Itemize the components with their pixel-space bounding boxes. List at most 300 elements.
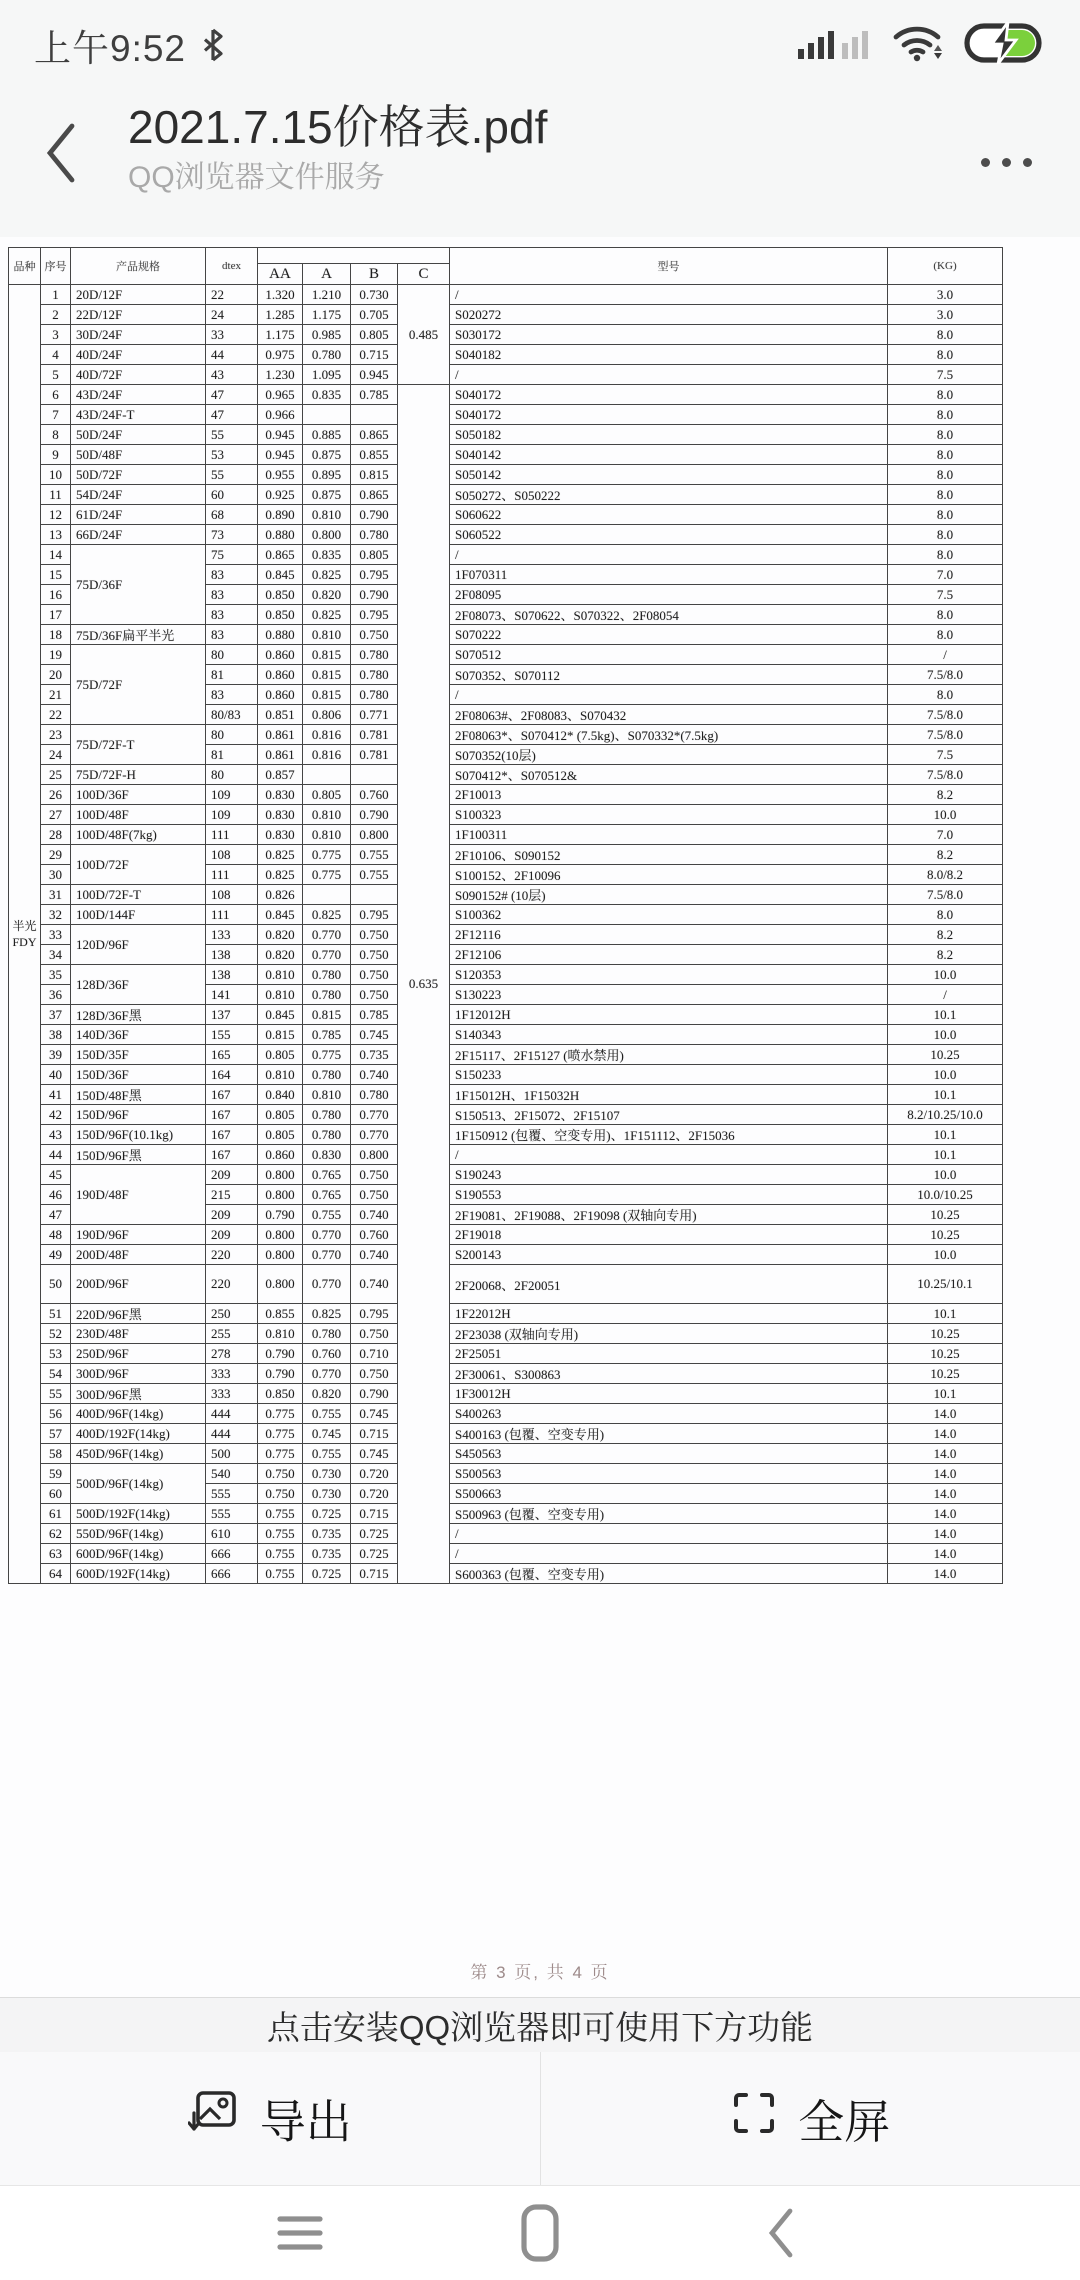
table-cell: 8	[41, 425, 71, 445]
table-cell: 0.880	[258, 625, 303, 645]
table-cell: 7.5/8.0	[888, 885, 1003, 905]
table-cell: 0.855	[351, 445, 398, 465]
table-cell: 0.810	[258, 1324, 303, 1344]
table-row	[9, 545, 1003, 565]
document-subtitle: QQ浏览器文件服务	[128, 161, 385, 194]
table-cell: 0.840	[258, 1085, 303, 1105]
table-row	[9, 845, 1003, 865]
table-cell: 0.775	[303, 845, 351, 865]
table-cell: 0.815	[258, 1025, 303, 1045]
table-cell: 56	[41, 1404, 71, 1424]
table-cell: 8.0	[888, 905, 1003, 925]
table-cell: 20D/12F	[71, 285, 206, 305]
table-cell: 0.895	[303, 465, 351, 485]
table-cell: 83	[206, 565, 258, 585]
table-cell: 10.0	[888, 965, 1003, 985]
table-cell: 55	[206, 465, 258, 485]
table-cell: 200D/48F	[71, 1245, 206, 1265]
table-cell: S140343	[450, 1025, 888, 1045]
table-cell: 0.865	[351, 485, 398, 505]
table-cell: 8.0	[888, 325, 1003, 345]
table-cell	[351, 405, 398, 425]
table-cell: 60	[206, 485, 258, 505]
table-cell: 0.805	[258, 1105, 303, 1125]
table-cell: 0.800	[258, 1185, 303, 1205]
export-button[interactable]	[0, 2052, 541, 2185]
recents-menu-icon[interactable]	[270, 2203, 330, 2263]
table-cell: S100323	[450, 805, 888, 825]
table-cell: 34	[41, 945, 71, 965]
table-cell: 0.735	[303, 1544, 351, 1564]
table-cell: 0.785	[303, 1025, 351, 1045]
table-cell: 100D/48F(7kg)	[71, 825, 206, 845]
table-cell: 0.780	[303, 1065, 351, 1085]
table-cell: 47	[206, 405, 258, 425]
table-cell: 0.826	[258, 885, 303, 905]
table-row	[9, 525, 1003, 545]
table-cell: 0.750	[351, 965, 398, 985]
table-cell: 0.725	[303, 1564, 351, 1584]
export-image-icon	[188, 2087, 240, 2150]
navigation-bar	[0, 2186, 1080, 2280]
back-chevron-icon[interactable]	[750, 2203, 810, 2263]
table-cell: 0.810	[303, 505, 351, 525]
table-cell: S040142	[450, 445, 888, 465]
table-cell: 50	[41, 1265, 71, 1304]
table-cell: 10.0	[888, 1165, 1003, 1185]
table-row	[9, 1025, 1003, 1045]
table-row	[9, 1165, 1003, 1185]
table-cell: S060522	[450, 525, 888, 545]
table-cell: 0.835	[303, 385, 351, 405]
table-cell: 1F100311	[450, 825, 888, 845]
home-pill-icon[interactable]	[510, 2203, 570, 2263]
table-cell: /	[450, 1145, 888, 1165]
table-cell: 2F08063*、S070412* (7.5kg)、S070332*(7.5kg)	[450, 725, 888, 745]
table-cell: 0.775	[303, 865, 351, 885]
table-cell: 278	[206, 1344, 258, 1364]
table-cell: 100D/72F	[71, 845, 206, 885]
table-cell: 0.830	[303, 1145, 351, 1165]
table-cell: 10.25/10.1	[888, 1265, 1003, 1304]
table-cell: 666	[206, 1544, 258, 1564]
price-table	[8, 247, 1003, 1584]
table-cell: 10.1	[888, 1085, 1003, 1105]
table-cell: 0.805	[303, 785, 351, 805]
table-cell: 150D/35F	[71, 1045, 206, 1065]
table-cell: 111	[206, 905, 258, 925]
table-cell: 0.775	[258, 1424, 303, 1444]
table-cell: 83	[206, 625, 258, 645]
table-cell: 140D/36F	[71, 1025, 206, 1045]
table-cell: S190243	[450, 1165, 888, 1185]
table-cell: 49	[41, 1245, 71, 1265]
table-cell: 0.810	[303, 825, 351, 845]
table-cell: 73	[206, 525, 258, 545]
table-cell: 0.795	[351, 905, 398, 925]
table-cell: 8.0/8.2	[888, 865, 1003, 885]
table-cell: 1F30012H	[450, 1384, 888, 1404]
table-cell: 0.755	[351, 865, 398, 885]
table-cell: 0.760	[351, 1225, 398, 1245]
table-cell: 0.965	[258, 385, 303, 405]
table-cell: 47	[206, 385, 258, 405]
table-cell: 0.780	[351, 645, 398, 665]
table-cell: 150D/36F	[71, 1065, 206, 1085]
more-options-button[interactable]	[975, 152, 1038, 173]
table-row	[9, 785, 1003, 805]
table-cell: 51	[41, 1304, 71, 1324]
table-cell: 120D/96F	[71, 925, 206, 965]
app-header	[0, 90, 1080, 237]
column-header-weight: (KG)	[888, 248, 1003, 285]
table-cell: 52	[41, 1324, 71, 1344]
table-cell: /	[450, 1544, 888, 1564]
column-header-dtex: dtex	[206, 248, 258, 285]
table-cell: 0.790	[351, 805, 398, 825]
table-cell: 7.5/8.0	[888, 765, 1003, 785]
table-cell: 1.095	[303, 365, 351, 385]
table-cell: 43D/24F	[71, 385, 206, 405]
table-cell: S070352、S070112	[450, 665, 888, 685]
pdf-viewer[interactable]	[0, 237, 1080, 1997]
table-cell: 220	[206, 1245, 258, 1265]
table-cell: 0.755	[303, 1444, 351, 1464]
table-cell: 610	[206, 1524, 258, 1544]
table-cell: 5	[41, 365, 71, 385]
table-cell: 0.790	[258, 1364, 303, 1384]
table-cell: 0.925	[258, 485, 303, 505]
battery-charging-icon	[964, 22, 1046, 69]
table-cell: 10.1	[888, 1145, 1003, 1165]
table-cell: 10.0	[888, 1025, 1003, 1045]
table-row	[9, 1245, 1003, 1265]
table-cell: S500663	[450, 1484, 888, 1504]
table-cell: 0.780	[303, 1125, 351, 1145]
table-cell: 0.740	[351, 1205, 398, 1225]
table-cell: /	[888, 985, 1003, 1005]
table-cell: S500563	[450, 1464, 888, 1484]
table-cell: S090152# (10层)	[450, 885, 888, 905]
table-row	[9, 725, 1003, 745]
table-cell: 8.0	[888, 525, 1003, 545]
table-cell: 14.0	[888, 1524, 1003, 1544]
table-cell: 7.5	[888, 745, 1003, 765]
column-header-b: B	[351, 264, 398, 285]
table-row	[9, 1145, 1003, 1165]
table-cell: 0.715	[351, 1504, 398, 1524]
table-cell: 128D/36F黑	[71, 1005, 206, 1025]
table-cell: 80	[206, 725, 258, 745]
table-cell: 0.775	[258, 1444, 303, 1464]
table-cell: 80/83	[206, 705, 258, 725]
table-cell: 18	[41, 625, 71, 645]
table-cell: 1F22012H	[450, 1304, 888, 1324]
table-cell: 8.0	[888, 425, 1003, 445]
table-cell: 8.0	[888, 505, 1003, 525]
install-banner[interactable]: 点击安装QQ浏览器即可使用下方功能	[0, 1997, 1080, 2052]
table-cell: 0.790	[258, 1205, 303, 1225]
table-cell: 150D/48F黑	[71, 1085, 206, 1105]
table-row	[9, 1524, 1003, 1544]
table-cell: 0.805	[258, 1045, 303, 1065]
table-cell: 100D/48F	[71, 805, 206, 825]
table-cell: 0.760	[351, 785, 398, 805]
table-cell: 0.816	[303, 725, 351, 745]
table-cell: 0.750	[351, 1185, 398, 1205]
table-cell: 2F08095	[450, 585, 888, 605]
table-cell: 0.780	[351, 685, 398, 705]
table-cell: 57	[41, 1424, 71, 1444]
table-cell: 190D/48F	[71, 1165, 206, 1225]
table-cell: 2F19018	[450, 1225, 888, 1245]
table-cell: 0.750	[351, 925, 398, 945]
table-cell: 75D/72F	[71, 645, 206, 725]
table-row	[9, 505, 1003, 525]
table-cell: 14.0	[888, 1464, 1003, 1484]
table-cell: 15	[41, 565, 71, 585]
table-cell: 37	[41, 1005, 71, 1025]
table-row	[9, 1125, 1003, 1145]
table-row	[9, 1544, 1003, 1564]
table-cell: 0.850	[258, 1384, 303, 1404]
table-cell: S040172	[450, 385, 888, 405]
table-cell: 0.750	[258, 1464, 303, 1484]
table-cell: 14.0	[888, 1444, 1003, 1464]
table-cell: 255	[206, 1324, 258, 1344]
table-cell: 25	[41, 765, 71, 785]
table-cell: 108	[206, 885, 258, 905]
table-cell: 0.781	[351, 745, 398, 765]
table-cell: 155	[206, 1025, 258, 1045]
table-cell: S070352(10层)	[450, 745, 888, 765]
table-cell: 40D/72F	[71, 365, 206, 385]
fullscreen-button[interactable]	[541, 2052, 1080, 2185]
table-cell: S400263	[450, 1404, 888, 1424]
table-cell: 0.875	[303, 445, 351, 465]
table-cell: 33	[41, 925, 71, 945]
table-cell: 8.0	[888, 605, 1003, 625]
table-cell: 32	[41, 905, 71, 925]
table-cell: 14	[41, 545, 71, 565]
table-cell: 24	[41, 745, 71, 765]
table-cell: 0.750	[351, 945, 398, 965]
table-cell: 600D/96F(14kg)	[71, 1544, 206, 1564]
table-cell: S150513、2F15072、2F15107	[450, 1105, 888, 1125]
table-cell	[351, 765, 398, 785]
table-cell: 165	[206, 1045, 258, 1065]
table-row	[9, 765, 1003, 785]
table-cell: 0.750	[351, 1324, 398, 1344]
table-cell: S050142	[450, 465, 888, 485]
table-cell: 13	[41, 525, 71, 545]
table-cell: S050182	[450, 425, 888, 445]
table-cell: 555	[206, 1484, 258, 1504]
table-row	[9, 1384, 1003, 1404]
table-cell: 1.175	[258, 325, 303, 345]
table-cell: 59	[41, 1464, 71, 1484]
table-row	[9, 1444, 1003, 1464]
table-row	[9, 1265, 1003, 1304]
column-header-c: C	[398, 264, 450, 285]
table-cell: 0.725	[351, 1544, 398, 1564]
table-cell: 0.770	[303, 1265, 351, 1304]
table-cell: 10.25	[888, 1324, 1003, 1344]
table-cell: 0.830	[258, 785, 303, 805]
table-cell: 215	[206, 1185, 258, 1205]
table-cell: 100D/72F-T	[71, 885, 206, 905]
table-cell: 209	[206, 1205, 258, 1225]
table-cell: 0.780	[303, 1324, 351, 1344]
table-cell: 31	[41, 885, 71, 905]
table-cell: S100362	[450, 905, 888, 925]
table-cell: 1F070311	[450, 565, 888, 585]
table-cell: 0.875	[303, 485, 351, 505]
table-cell: 2F19081、2F19088、2F19098 (双轴向专用)	[450, 1205, 888, 1225]
table-cell: 0.860	[258, 1145, 303, 1165]
table-row	[9, 905, 1003, 925]
column-header-aa: AA	[258, 264, 303, 285]
table-cell: 40	[41, 1065, 71, 1085]
table-cell: 45	[41, 1165, 71, 1185]
table-cell: 1	[41, 285, 71, 305]
table-cell: 0.720	[351, 1464, 398, 1484]
table-row	[9, 645, 1003, 665]
table-cell: S130223	[450, 985, 888, 1005]
table-cell: 83	[206, 585, 258, 605]
table-row	[9, 1225, 1003, 1245]
table-cell: 0.770	[303, 1364, 351, 1384]
table-cell: 14.0	[888, 1564, 1003, 1584]
table-cell: 0.755	[258, 1564, 303, 1584]
table-cell: 43	[41, 1125, 71, 1145]
table-cell: 0.800	[258, 1265, 303, 1304]
table-row	[9, 345, 1003, 365]
table-cell: 8.2	[888, 845, 1003, 865]
table-cell: 2F23038 (双轴向专用)	[450, 1324, 888, 1344]
table-cell: 2	[41, 305, 71, 325]
table-cell: 0.816	[303, 745, 351, 765]
table-cell: 0.780	[351, 665, 398, 685]
table-cell: /	[450, 1524, 888, 1544]
table-cell: 10.1	[888, 1304, 1003, 1324]
table-cell: 333	[206, 1384, 258, 1404]
table-cell: 167	[206, 1145, 258, 1165]
table-cell: 0.820	[303, 1384, 351, 1404]
table-cell: 0.735	[351, 1045, 398, 1065]
table-cell: 0.810	[258, 965, 303, 985]
table-cell: 400D/192F(14kg)	[71, 1424, 206, 1444]
table-row	[9, 1005, 1003, 1025]
table-cell: 0.860	[258, 665, 303, 685]
back-button[interactable]	[38, 118, 82, 188]
table-cell: 61D/24F	[71, 505, 206, 525]
table-cell: 0.785	[351, 385, 398, 405]
table-cell: 400D/96F(14kg)	[71, 1404, 206, 1424]
table-cell: 220	[206, 1265, 258, 1304]
table-cell: 300D/96F黑	[71, 1384, 206, 1404]
table-cell: 10.1	[888, 1384, 1003, 1404]
table-cell: 550D/96F(14kg)	[71, 1524, 206, 1544]
table-cell: 0.750	[351, 1364, 398, 1384]
table-cell: 0.750	[351, 1165, 398, 1185]
table-cell: 0.770	[303, 1245, 351, 1265]
table-cell: 81	[206, 745, 258, 765]
table-cell: 8.0	[888, 345, 1003, 365]
table-cell: 0.770	[303, 1225, 351, 1245]
table-row	[9, 1344, 1003, 1364]
table-cell: 3.0	[888, 305, 1003, 325]
table-cell: 1F12012H	[450, 1005, 888, 1025]
table-cell: 半光FDY	[9, 285, 41, 1584]
table-cell: 0.795	[351, 565, 398, 585]
clock: 上午9:52	[34, 28, 187, 69]
table-cell: 68	[206, 505, 258, 525]
table-cell: 83	[206, 605, 258, 625]
table-cell: 20	[41, 665, 71, 685]
table-cell: 167	[206, 1105, 258, 1125]
table-cell: 0.780	[303, 1105, 351, 1125]
table-cell: 500D/96F(14kg)	[71, 1464, 206, 1504]
table-cell: 0.715	[351, 1564, 398, 1584]
table-cell: 0.780	[351, 525, 398, 545]
table-cell: /	[450, 685, 888, 705]
table-row	[9, 1364, 1003, 1384]
table-cell: S450563	[450, 1444, 888, 1464]
table-cell: 200D/96F	[71, 1265, 206, 1304]
table-cell: 4	[41, 345, 71, 365]
table-row	[9, 1085, 1003, 1105]
table-cell: S020272	[450, 305, 888, 325]
table-cell: 61	[41, 1504, 71, 1524]
table-cell	[303, 885, 351, 905]
table-cell: /	[450, 545, 888, 565]
table-cell: /	[450, 365, 888, 385]
table-cell: 8.2	[888, 925, 1003, 945]
table-cell: 12	[41, 505, 71, 525]
table-cell: S060622	[450, 505, 888, 525]
table-cell: 1.320	[258, 285, 303, 305]
page-indicator: 第 3 页, 共 4 页	[470, 1963, 610, 1982]
table-cell: 0.730	[351, 285, 398, 305]
table-cell: 1.285	[258, 305, 303, 325]
table-cell: 75D/72F-T	[71, 725, 206, 765]
table-cell: 8.0	[888, 625, 1003, 645]
table-cell: 0.845	[258, 1005, 303, 1025]
table-cell: 39	[41, 1045, 71, 1065]
table-row	[9, 885, 1003, 905]
table-cell: 54D/24F	[71, 485, 206, 505]
table-cell: 0.860	[258, 685, 303, 705]
table-cell: 555	[206, 1504, 258, 1524]
table-cell: 150D/96F黑	[71, 1145, 206, 1165]
table-row	[9, 1424, 1003, 1444]
table-row	[9, 445, 1003, 465]
table-cell: 50D/24F	[71, 425, 206, 445]
table-cell: 0.725	[303, 1504, 351, 1524]
table-cell: 0.795	[351, 1304, 398, 1324]
table-cell: 0.770	[351, 1105, 398, 1125]
column-header-grade-group	[258, 248, 450, 264]
table-cell: 36	[41, 985, 71, 1005]
table-cell: 0.705	[351, 305, 398, 325]
table-cell: 133	[206, 925, 258, 945]
table-cell: 10.0	[888, 1245, 1003, 1265]
table-cell: 0.745	[351, 1025, 398, 1045]
table-cell: 8.0	[888, 405, 1003, 425]
table-cell: 164	[206, 1065, 258, 1085]
table-cell: 0.770	[351, 1125, 398, 1145]
